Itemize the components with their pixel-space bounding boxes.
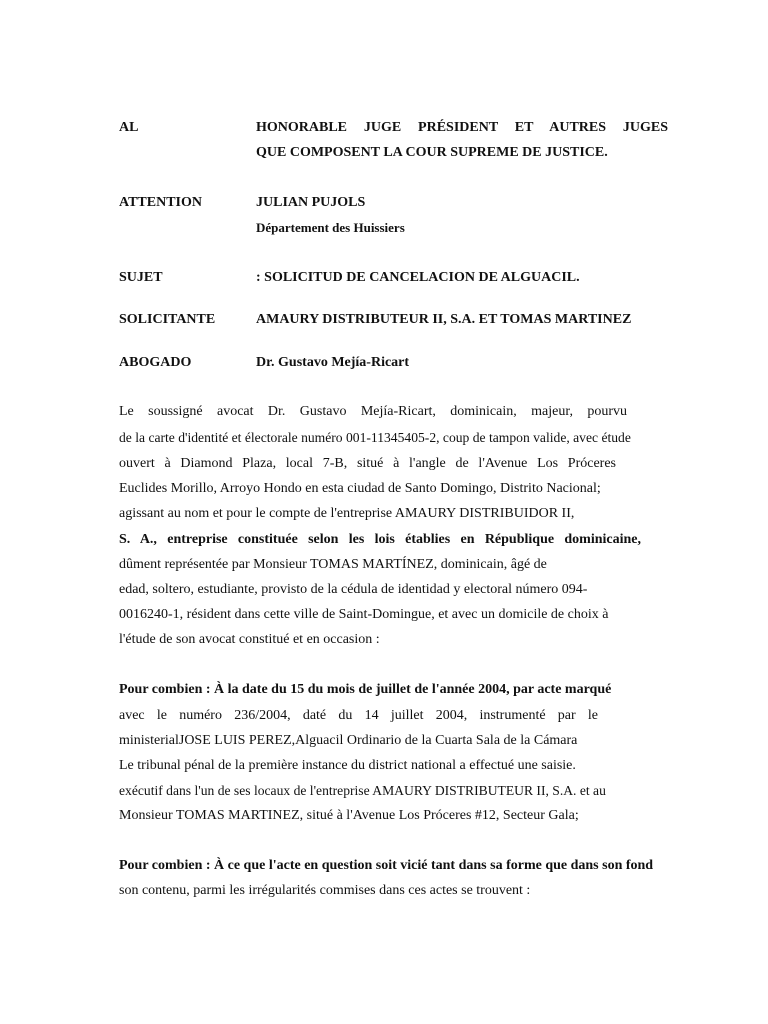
p1-line: Euclides Morillo, Arroyo Hondo en esta ciudad de Santo Domingo, Distrito Nacional;	[119, 481, 601, 496]
p2-line: exécutif dans l'un de ses locaux de l'entreprise AMAURY DISTRIBUTEUR II, S.A. et au	[119, 783, 606, 798]
attention-name: JULIAN PUJOLS	[256, 195, 366, 210]
p1-line: 0016240-1, résident dans cette ville de Saint-Domingue, et avec un domicile de choix à	[119, 607, 609, 622]
p2-line: Monsieur TOMAS MARTINEZ, situé à l'Avenue Los Próceres #12, Secteur Gala;	[119, 808, 579, 823]
p1-line: ouvert à Diamond Plaza, local 7-B, situé à l'angle de l'Avenue Los Próceres	[119, 456, 616, 471]
abogado-value: Dr. Gustavo Mejía-Ricart	[256, 355, 410, 370]
p2-line: Le tribunal pénal de la première instance du district national a effectué une saisie.	[119, 758, 576, 773]
al-line-2: QUE COMPOSENT LA COUR SUPREME DE JUSTICE.	[256, 145, 608, 160]
p3-line-bold: Pour combien : À ce que l'acte en question soit vicié tant dans sa forme que dans son fond	[119, 858, 654, 873]
p2-line-bold: Pour combien : À la date du 15 du mois de juillet de l'année 2004, par acte marqué	[119, 682, 612, 697]
p1-line: l'étude de son avocat constitué et en occasion :	[119, 632, 380, 647]
abogado-label: ABOGADO	[119, 355, 192, 370]
p1-line: agissant au nom et pour le compte de l'entreprise AMAURY DISTRIBUIDOR II,	[119, 506, 575, 521]
p1-line: Le soussigné avocat Dr. Gustavo Mejía-Ricart, dominicain, majeur, pourvu	[119, 404, 627, 419]
sujet-label: SUJET	[119, 270, 163, 285]
p1-line-bold: S. A., entreprise constituée selon les lois établies en République dominicaine,	[119, 532, 641, 547]
al-label: AL	[119, 120, 139, 135]
attention-department: Département des Huissiers	[256, 220, 405, 235]
p2-line: avec le numéro 236/2004, daté du 14 juillet 2004, instrumenté par le	[119, 708, 598, 723]
sujet-value: : SOLICITUD DE CANCELACION DE ALGUACIL.	[256, 270, 580, 285]
p1-line: dûment représentée par Monsieur TOMAS MARTÍNEZ, dominicain, âgé de	[119, 557, 547, 572]
attention-label: ATTENTION	[119, 195, 202, 210]
p2-line: ministerialJOSE LUIS PEREZ,Alguacil Ordinario de la Cuarta Sala de la Cámara	[119, 733, 578, 748]
p1-line: de la carte d'identité et électorale numéro 001-11345405-2, coup de tampon valide, avec étude	[119, 430, 631, 445]
p1-line: edad, soltero, estudiante, provisto de la cédula de identidad y electoral número 094-	[119, 582, 588, 597]
solicitante-value: AMAURY DISTRIBUTEUR II, S.A. ET TOMAS MARTINEZ	[256, 312, 632, 327]
p3-line: son contenu, parmi les irrégularités commises dans ces actes se trouvent :	[119, 883, 531, 898]
al-line-1: HONORABLE JUGE PRÉSIDENT ET AUTRES JUGES	[256, 120, 668, 135]
solicitante-label: SOLICITANTE	[119, 312, 216, 327]
